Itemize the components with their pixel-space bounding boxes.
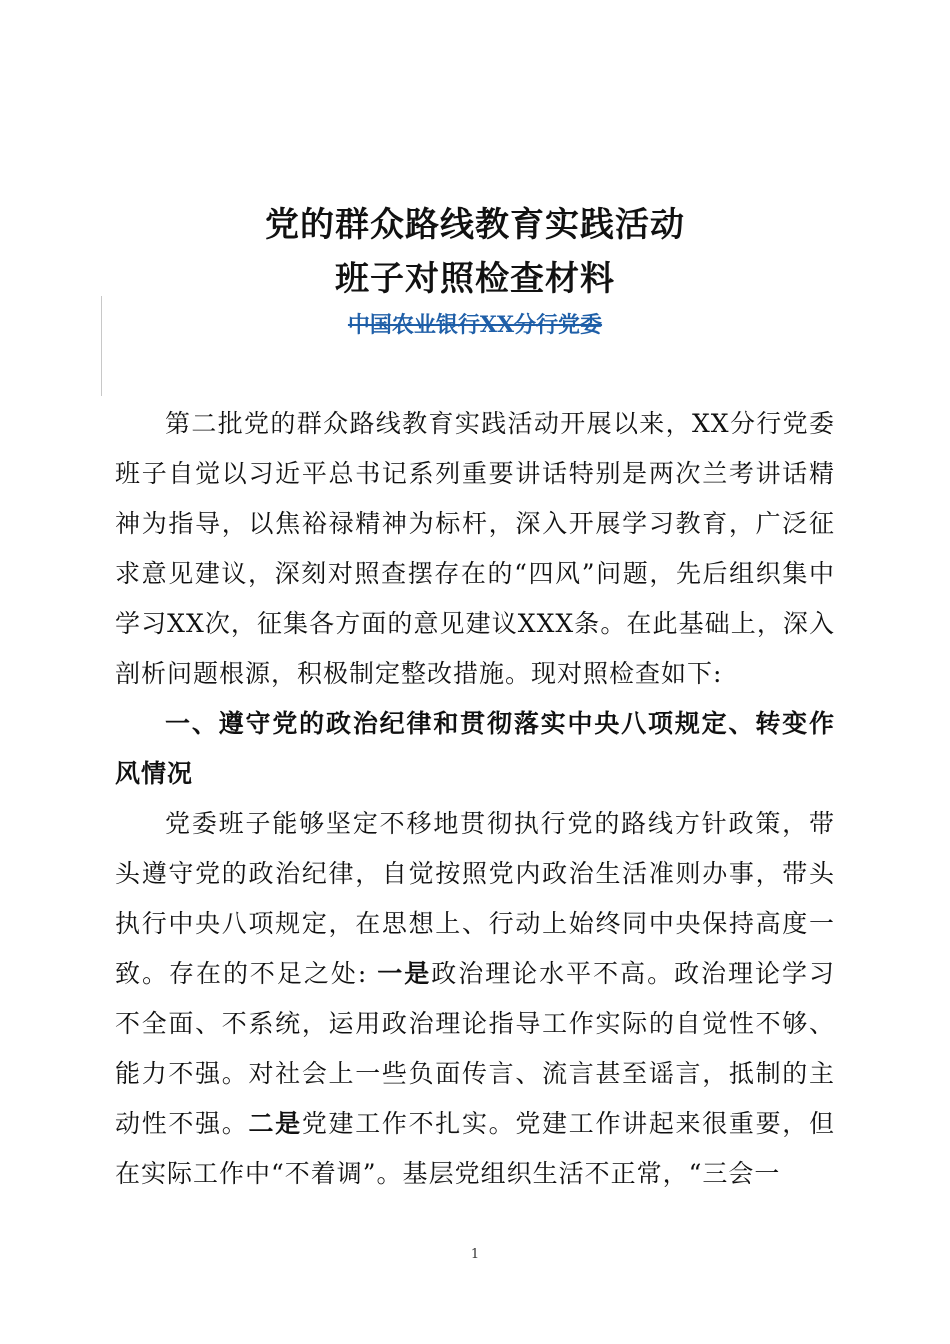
section-1-paragraph: [115, 799, 835, 1199]
document-title-line2: 班子对照检查材料: [335, 259, 615, 299]
section-1-text-a: 党委班子能够坚定不移地贯彻执行党的路线方针政策，带头遵守党的政治纪律，自觉按照党内政治生活准则办事，带头执行中央八项规定，在思想上、行动上始终同中央保持高度一致。存在的不足之处:: [115, 809, 835, 988]
page-number: 1: [470, 1247, 480, 1262]
margin-guide-line: [101, 296, 102, 396]
document-subtitle: 中国农业银行XX分行党委: [347, 312, 603, 338]
section-heading-1: 一、遵守党的政治纪律和贯彻落实中央八项规定、转变作风情况: [115, 709, 835, 788]
lead-marker-2: 二是: [248, 1109, 302, 1138]
section-1-text-b: 政治理论水平不高。政治理论学习不全面、不系统，运用政治理论指导工作实际的自觉性不够、能力不强。对社会上一些负面传言、流言甚至谣言，抵制的主动性不强。: [115, 959, 835, 1138]
lead-marker-1: 一是: [377, 959, 432, 988]
section-1-text-c: 党建工作不扎实。党建工作讲起来很重要，但在实际工作中“不着调”。基层党组织生活不正常，“三会一: [115, 1109, 835, 1188]
document-body: [115, 399, 835, 1199]
document-title-line1: 党的群众路线教育实践活动: [265, 205, 685, 245]
intro-paragraph: 第二批党的群众路线教育实践活动开展以来，XX分行党委班子自觉以习近平总书记系列重要讲话特别是两次兰考讲话精神为指导，以焦裕禄精神为标杆，深入开展学习教育，广泛征求意见建议，深刻对照查摆存在的“四风”问题，先后组织集中学习XX次，征集各方面的意见建议XXX条。在此基础上，深入剖析问题根源，积极制定整改措施。现对照检查如下:: [115, 409, 835, 688]
